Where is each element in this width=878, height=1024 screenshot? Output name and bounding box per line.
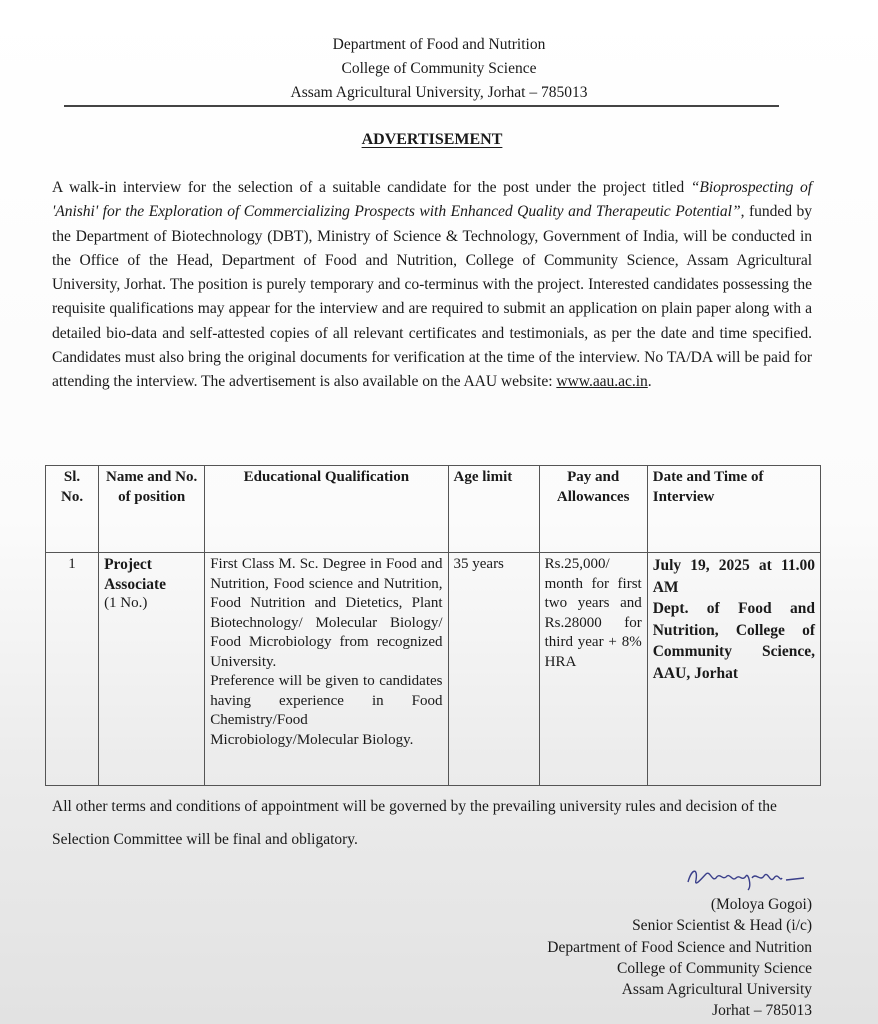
cell-interview [647,553,820,786]
header-sl-no: Sl. No. [46,466,99,553]
header-department: Department of Food and Nutrition [332,36,546,53]
header-divider [64,105,779,107]
position-count: (1 No.) [104,595,148,611]
signatory-city: Jorhat – 785013 [712,1002,812,1020]
table-row [46,553,821,786]
advertisement-body [52,176,812,395]
cell-qualification [205,553,448,786]
qualification-text: First Class M. Sc. Degree in Food and Nutrition, Food science and Nutrition, Food Nutrition and Dietetics, Plant Biotechnology/ Molecular Biology/ Food Microbiology from recognized University. [210,556,443,670]
signatory-department: Department of Food Science and Nutrition [547,938,812,956]
header-age: Age limit [448,466,539,553]
header-name: Name and No. of position [99,466,205,553]
header-pay: Pay and Allowances [539,466,647,553]
terms-note: All other terms and conditions of appointment will be governed by the prevailing university rules and decision of the Selection Committee will be final and obligatory. [52,798,777,848]
cell-position [99,553,205,786]
signature-icon [547,860,812,894]
signatory-designation: Senior Scientist & Head (i/c) [632,917,812,935]
header-college: College of Community Science [341,60,537,77]
position-name: Project Associate [104,556,167,593]
project-title: “Bioprospecting of 'Anishi' for the Exploration of Commercializing Prospects with Enhanced Quality and Therapeutic Potential” [52,179,812,221]
positions-table [45,465,821,786]
signature-block [547,860,812,1022]
website-link[interactable]: www.aau.ac.in [556,373,648,391]
table-header-row [46,466,821,553]
intro-text: A walk-in interview for the selection of a suitable candidate for the post under the project titled [52,179,691,196]
preference-text: Preference will be given to candidates having experience in Food Chemistry/Food Microbiology/Molecular Biology. [210,673,443,748]
header-interview: Date and Time of Interview [647,466,820,553]
signatory-university: Assam Agricultural University [621,981,812,999]
header-university: Assam Agricultural University, Jorhat – 785013 [290,84,588,101]
interview-date: July 19, 2025 at 11.00 AM [652,557,815,596]
period: . [647,373,652,391]
page-title: ADVERTISEMENT [361,131,503,148]
cell-age-limit: 35 years [448,553,539,786]
signatory-name: (Moloya Gogoi) [710,896,812,913]
signatory-college: College of Community Science [616,959,812,977]
details-text: , funded by the Department of Biotechnology (DBT), Ministry of Science & Technology, Government of India, will be conducted in the Office of the Head, Department of Food and Nutrition, College of Community Science, Assam Agricultural University, Jorhat. The position is purely temporary and co-terminus with the project. Interested candidates possessing the requisite qualifications may appear for the interview and are required to submit an application on plain paper along with a detailed bio-data and self-attested copies of all relevant certificates and testimonials, as per the date and time specified. Candidates must also bring the original documents for verification at the time of the interview. No TA/DA will be paid for attending the interview. The advertisement is also available on the AAU website: [52,203,812,391]
interview-venue: Dept. of Food and Nutrition, College of Community Science, AAU, Jorhat [652,600,815,682]
header-qualification: Educational Qualification [205,466,448,553]
cell-sl-no: 1 [46,553,99,786]
cell-pay: Rs.25,000/ month for first two years and Rs.28000 for third year + 8% HRA [539,553,647,786]
